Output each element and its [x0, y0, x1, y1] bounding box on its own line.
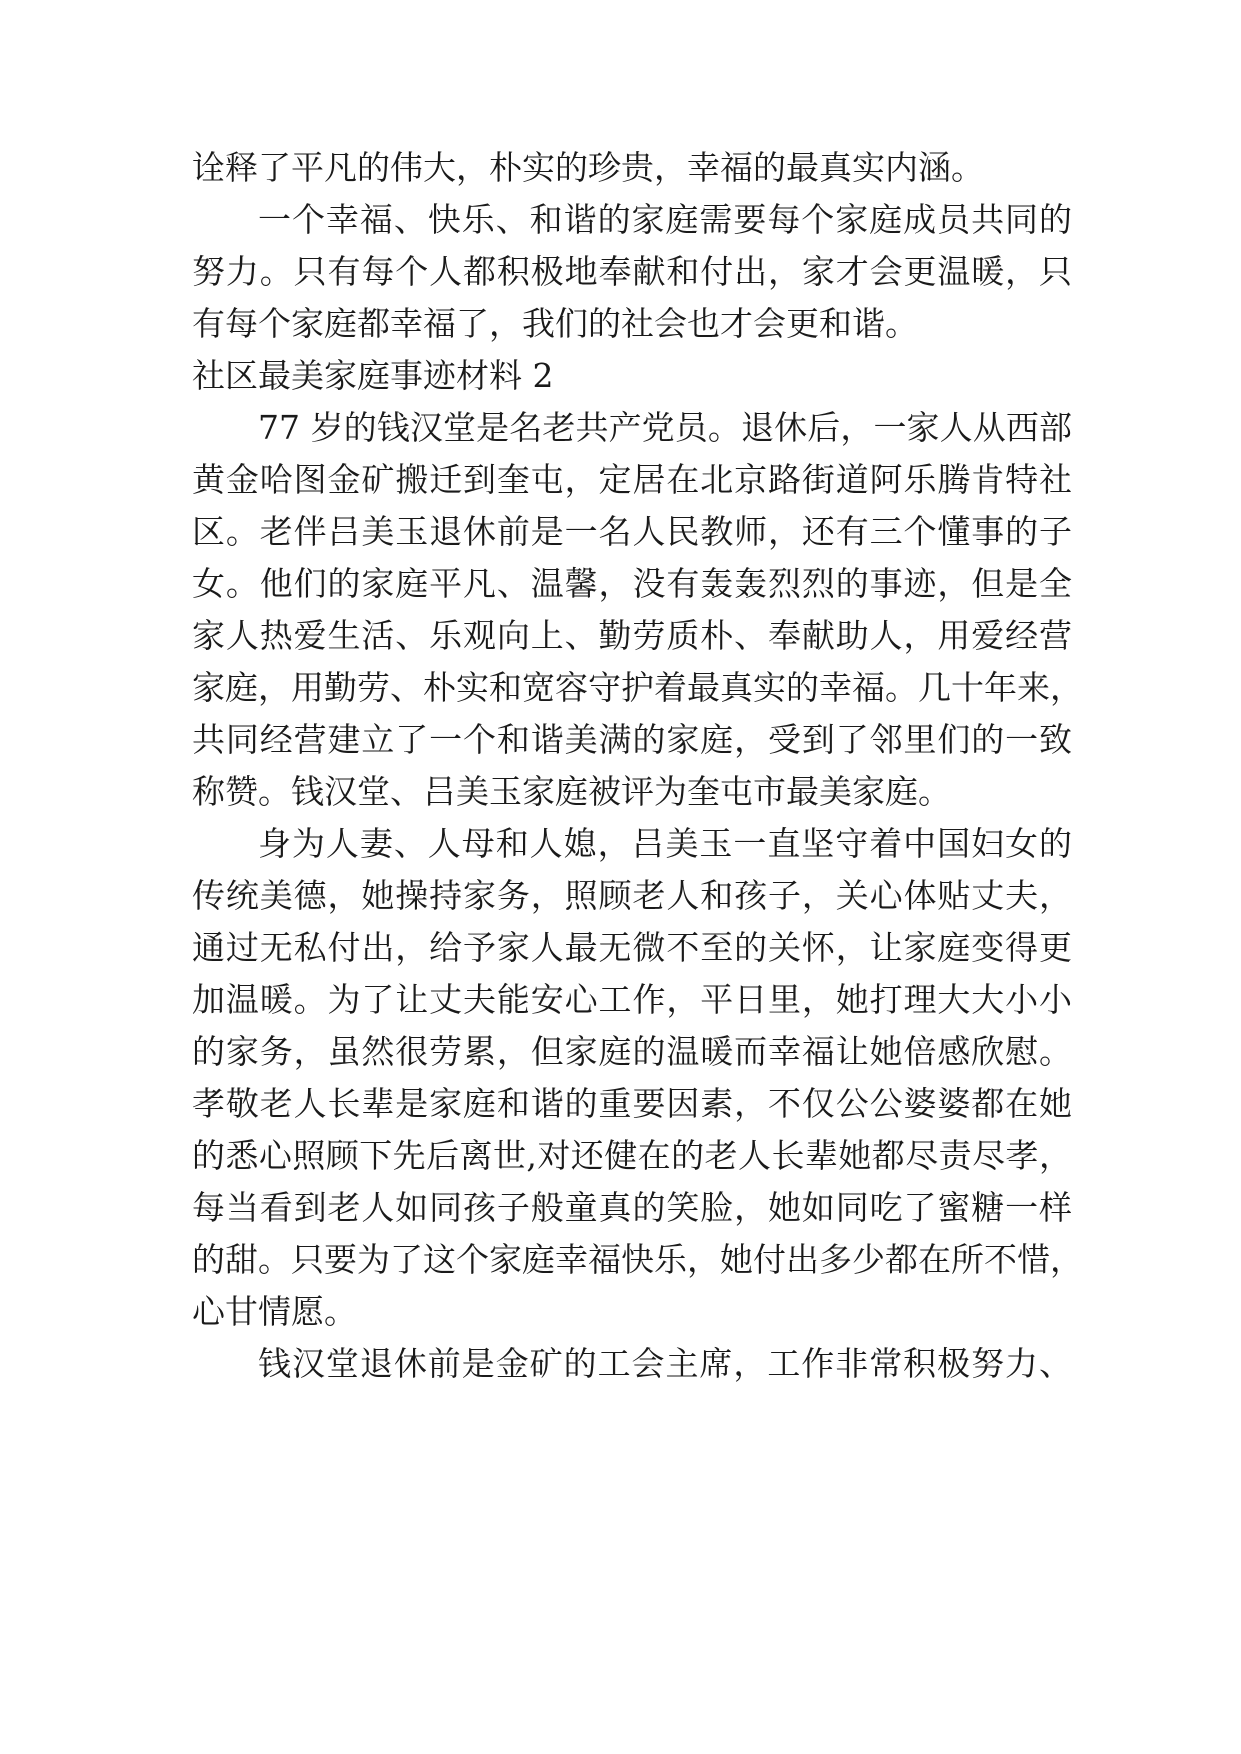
text-line: 加温暖。为了让丈夫能安心工作，平日里，她打理大大小小: [192, 980, 1072, 1019]
paragraph-first-line: 一个幸福、快乐、和谐的家庭需要每个家庭成员共同的: [258, 200, 1072, 239]
text-line: 心甘情愿。: [192, 1292, 357, 1331]
text-line: 有每个家庭都幸福了，我们的社会也才会更和谐。: [192, 304, 918, 343]
text-line: 黄金哈图金矿搬迁到奎屯，定居在北京路街道阿乐腾肯特社: [192, 460, 1072, 499]
text-line: 的甜。只要为了这个家庭幸福快乐，她付出多少都在所不惜，: [192, 1240, 1083, 1279]
text-line: 女。他们的家庭平凡、温馨，没有轰轰烈烈的事迹，但是全: [192, 564, 1072, 603]
text-line: 努力。只有每个人都积极地奉献和付出，家才会更温暖，只: [192, 252, 1072, 291]
text-line: 共同经营建立了一个和谐美满的家庭，受到了邻里们的一致: [192, 720, 1072, 759]
paragraph-first-line: 钱汉堂退休前是金矿的工会主席，工作非常积极努力、: [258, 1344, 1072, 1383]
text-line: 的悉心照顾下先后离世,对还健在的老人长辈她都尽责尽孝，: [192, 1136, 1072, 1175]
text-line: 区。老伴吕美玉退休前是一名人民教师，还有三个懂事的子: [192, 512, 1072, 551]
paragraph-first-line: 身为人妻、人母和人媳，吕美玉一直坚守着中国妇女的: [258, 824, 1072, 863]
text-line: 传统美德，她操持家务，照顾老人和孩子，关心体贴丈夫，: [192, 876, 1072, 915]
text-line: 的家务，虽然很劳累，但家庭的温暖而幸福让她倍感欣慰。: [192, 1032, 1072, 1071]
text-line: 孝敬老人长辈是家庭和谐的重要因素，不仅公公婆婆都在她: [192, 1084, 1072, 1123]
text-line: 称赞。钱汉堂、吕美玉家庭被评为奎屯市最美家庭。: [192, 772, 951, 811]
text-line: 每当看到老人如同孩子般童真的笑脸，她如同吃了蜜糖一样: [192, 1188, 1072, 1227]
text-line: 家人热爱生活、乐观向上、勤劳质朴、奉献助人，用爱经营: [192, 616, 1072, 655]
section-heading: 社区最美家庭事迹材料 2: [192, 356, 554, 395]
text-line: 通过无私付出，给予家人最无微不至的关怀，让家庭变得更: [192, 928, 1072, 967]
text-line: 家庭，用勤劳、朴实和宽容守护着最真实的幸福。几十年来，: [192, 668, 1083, 707]
text-line: 诠释了平凡的伟大，朴实的珍贵，幸福的最真实内涵。: [192, 148, 984, 187]
paragraph-first-line: 77 岁的钱汉堂是名老共产党员。退休后，一家人从西部: [258, 408, 1072, 447]
